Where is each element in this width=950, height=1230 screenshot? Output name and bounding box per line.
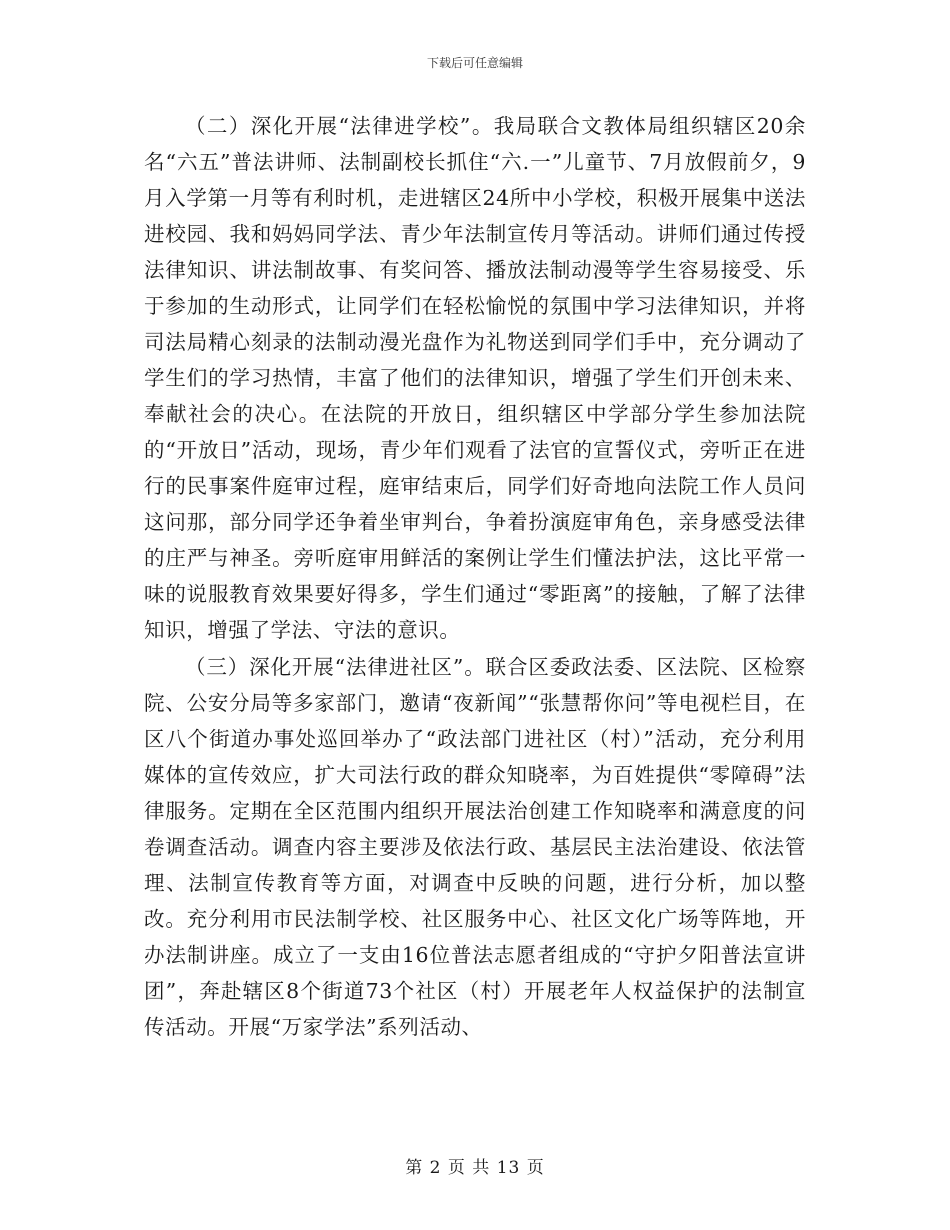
- document-body: [144, 108, 806, 1045]
- paragraph-law-into-schools: （二）深化开展“法律进学校”。我局联合文教体局组织辖区20余名“六五”普法讲师、法制副校长抓住“六.一”儿童节、7月放假前夕，9月入学第一月等有利时机，走进辖区24所中小学校，积极开展集中送法进校园、我和妈妈同学法、青少年法制宣传月等活动。讲师们通过传授法律知识、讲法制故事、有奖问答、播放法制动漫等学生容易接受、乐于参加的生动形式，让同学们在轻松愉悦的氛围中学习法律知识，并将司法局精心刻录的法制动漫光盘作为礼物送到同学们手中，充分调动了学生们的学习热情，丰富了他们的法律知识，增强了学生们开创未来、奉献社会的决心。在法院的开放日，组织辖区中学部分学生参加法院的“开放日”活动，现场，青少年们观看了法官的宣誓仪式，旁听正在进行的民事案件庭审过程，庭审结束后，同学们好奇地向法院工作人员问这问那，部分同学还争着坐审判台，争着扮演庭审角色，亲身感受法律的庄严与神圣。旁听庭审用鲜活的案例让学生们懂法护法，这比平常一味的说服教育效果要好得多，学生们通过“零距离”的接触，了解了法律知识，增强了学法、守法的意识。: [144, 114, 806, 642]
- paragraph-law-into-communities: （三）深化开展“法律进社区”。联合区委政法委、区法院、区检察院、公安分局等多家部门，邀请“夜新闻”“张慧帮你问”等电视栏目，在区八个街道办事处巡回举办了“政法部门进社区（村）”活动，充分利用媒体的宣传效应，扩大司法行政的群众知晓率，为百姓提供“零障碍”法律服务。定期在全区范围内组织开展法治创建工作知晓率和满意度的问卷调查活动。调查内容主要涉及依法行政、基层民主法治建设、依法管理、法制宣传教育等方面，对调查中反映的问题，进行分析，加以整改。充分利用市民法制学校、社区服务中心、社区文化广场等阵地，开办法制讲座。成立了一支由16位普法志愿者组成的“守护夕阳普法宣讲团”，奔赴辖区8个街道73个社区（村）开展老年人权益保护的法制宣传活动。开展“万家学法”系列活动、: [144, 655, 806, 1039]
- page-header: 下载后可任意编辑: [426, 56, 523, 70]
- page-number-footer: 第 2 页 共 13 页: [405, 1158, 545, 1178]
